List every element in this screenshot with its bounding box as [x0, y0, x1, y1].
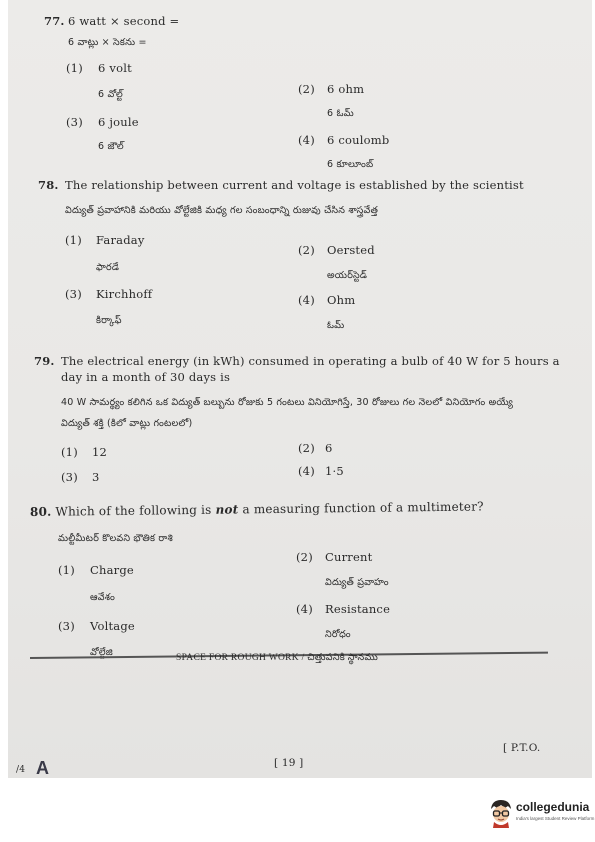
q80-question-pre: Which of the following is [55, 502, 212, 519]
q80-opt3-telugu: వోల్టేజి [90, 647, 113, 658]
q77-opt3-number: (3) [66, 115, 83, 129]
brand-logo [488, 798, 595, 830]
q78-opt2: Oersted [327, 243, 375, 257]
q77-opt2: 6 ohm [327, 82, 365, 96]
q77-opt1: 6 volt [98, 61, 132, 75]
q77-opt4: 6 coulomb [327, 133, 390, 147]
q80-opt3: Voltage [90, 619, 135, 633]
q80-opt2-telugu: విద్యుత్ ప్రవాహం [325, 577, 389, 588]
booklet-code: A [36, 758, 50, 778]
q77-opt2-number: (2) [298, 82, 315, 96]
q79-number: 79. [34, 354, 55, 368]
booklet-prefix: /4 [16, 765, 26, 775]
q79-opt3-number: (3) [61, 470, 78, 484]
q78-opt3: Kirchhoff [96, 287, 153, 301]
q78-opt2-telugu: అయర్‌స్టెడ్ [327, 270, 368, 281]
q80-question-telugu: మల్టీమీటర్ కొలవని భౌతిక రాశి [58, 533, 173, 544]
q78-question: The relationship between current and voltage is established by the scientist [65, 178, 524, 192]
q78-opt1: Faraday [96, 233, 145, 247]
q78-opt3-number: (3) [65, 287, 82, 301]
rough-work-label: SPACE FOR ROUGH WORK / చిత్తుపనికి స్థానము [176, 653, 379, 663]
q80-opt1-number: (1) [58, 563, 75, 577]
q77-opt3: 6 joule [98, 115, 139, 129]
q79-opt2: 6 [325, 441, 333, 455]
q79-opt1: 12 [92, 445, 108, 459]
q80-opt1: Charge [90, 563, 134, 577]
q79-question-telugu-line1: 40 W సామర్థ్యం కలిగిన ఒక విద్యుత్ బల్బును రోజుకు 5 గంటలు వినియోగిస్తే, 30 రోజులు గల నెలలో వినియోగం అయ్యే [61, 397, 514, 408]
brand-name: collegedunia [516, 800, 590, 814]
q77-question: 6 watt × second = [68, 14, 180, 28]
q77-opt1-telugu: 6 వోల్ట్ [98, 89, 123, 100]
q78-number: 78. [38, 178, 59, 192]
q79-question-line1: The electrical energy (in kWh) consumed in operating a bulb of 40 W for 5 hours a [61, 354, 560, 368]
q80-opt4-telugu: నిరోధం [325, 629, 351, 640]
pto-label: [ P.T.O. [503, 742, 541, 754]
q80-opt4-number: (4) [296, 602, 313, 616]
q79-question-line2: day in a month of 30 days is [61, 370, 231, 384]
q78-opt4: Ohm [327, 293, 356, 307]
q80-question-row [30, 499, 484, 519]
q79-opt1-number: (1) [61, 445, 78, 459]
q80-opt1-telugu: ఆవేశం [90, 592, 115, 603]
mascot-icon [488, 798, 514, 828]
q78-opt4-telugu: ఓమ్ [327, 320, 345, 331]
page-number: [ 19 ] [274, 757, 304, 769]
q80-opt2-number: (2) [296, 550, 313, 564]
q78-opt1-number: (1) [65, 233, 82, 247]
q79-opt4-number: (4) [298, 464, 315, 478]
exam-page [8, 0, 592, 778]
q77-opt2-telugu: 6 ఓమ్ [327, 108, 354, 119]
q79-opt2-number: (2) [298, 441, 315, 455]
q80-number: 80. [29, 504, 52, 519]
q78-question-telugu: విద్యుత్ ప్రవాహానికి మరియు వోల్టేజికి మధ్య గల సంబంధాన్ని రుజువు చేసిన శాస్త్రవేత్త [65, 205, 379, 216]
q77-opt4-number: (4) [298, 133, 315, 147]
q79-question-telugu-line2: విద్యుత్ శక్తి (కిలో వాట్లు గంటలలో) [61, 418, 193, 429]
q80-question-post: a measuring function of a multimeter? [242, 499, 484, 517]
q77-question-telugu: 6 వాట్లు × సెకను = [68, 37, 147, 48]
q77-number: 77. [44, 14, 65, 28]
q80-opt3-number: (3) [58, 619, 75, 633]
q77-opt4-telugu: 6 కూలూంబ్ [327, 159, 374, 170]
q80-opt4: Resistance [325, 602, 391, 616]
q78-opt2-number: (2) [298, 243, 315, 257]
q79-opt3: 3 [92, 470, 100, 484]
q78-opt1-telugu: ఫారడే [96, 262, 120, 273]
q80-opt2: Current [325, 550, 373, 564]
q79-opt4: 1·5 [325, 464, 344, 478]
q78-opt4-number: (4) [298, 293, 315, 307]
q80-question-emphasis: not [215, 502, 239, 517]
q78-opt3-telugu: కిర్కాఫ్ [96, 315, 122, 326]
q77-opt1-number: (1) [66, 61, 83, 75]
brand-tagline: India's largest Student Review Platform [516, 816, 595, 821]
q77-opt3-telugu: 6 జౌల్ [98, 141, 124, 152]
